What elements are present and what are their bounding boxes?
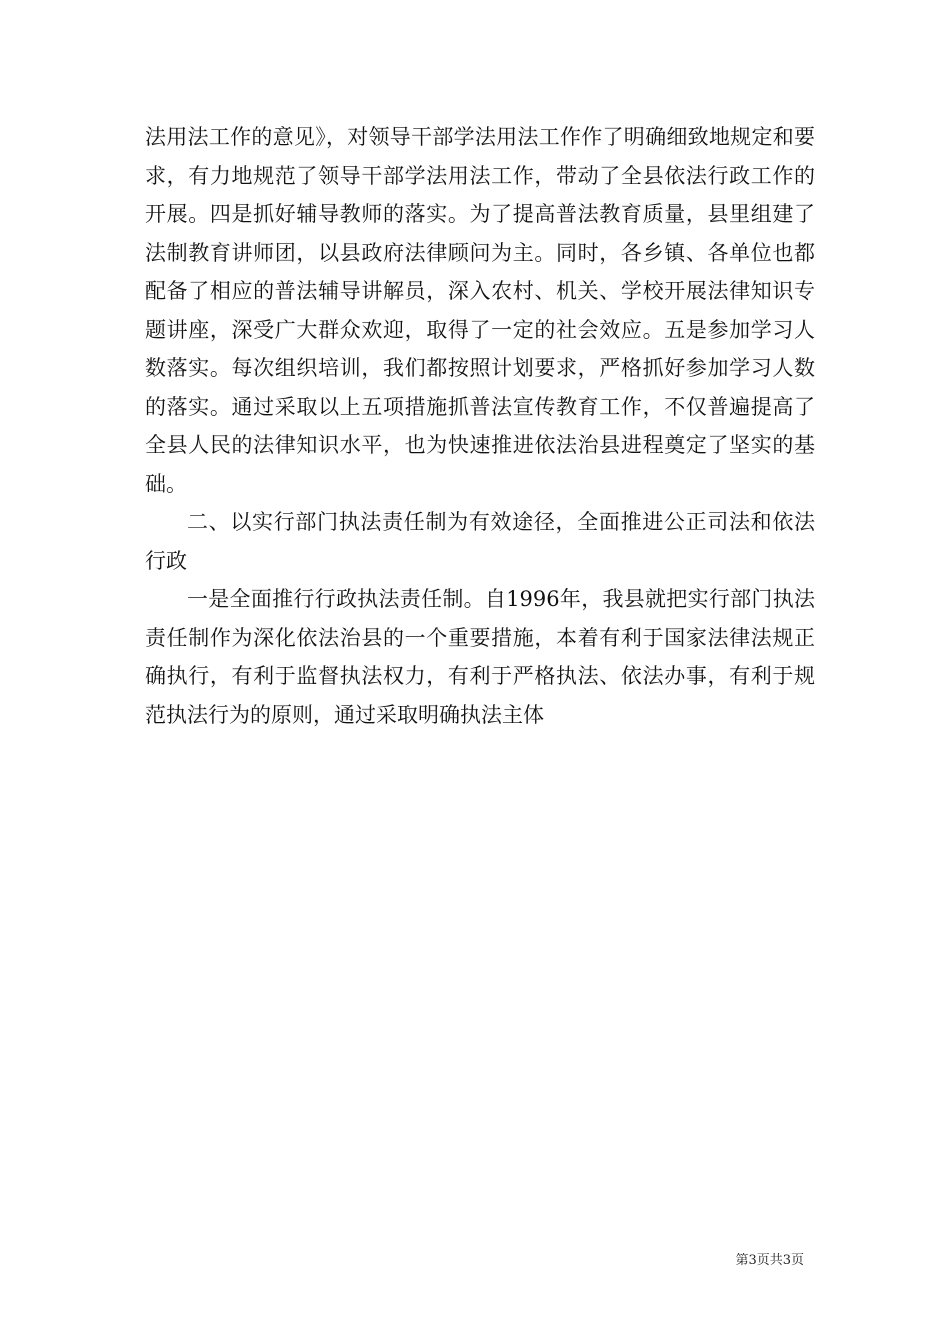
document-body <box>145 118 815 734</box>
section-heading: 二、以实行部门执法责任制为有效途径，全面推进公正司法和依法行政 <box>145 510 815 573</box>
page-number-footer: 第3页共3页 <box>735 1253 804 1268</box>
paragraph: 一是全面推行行政执法责任制。自1996年，我县就把实行部门执法责任制作为深化依法治县的一个重要措施，本着有利于国家法律法规正确执行，有利于监督执法权力，有利于严格执法、依法办事，有利于规范执法行为的原则，通过采取明确执法主体 <box>145 587 815 727</box>
paragraph: 法用法工作的意见》，对领导干部学法用法工作作了明确细致地规定和要求，有力地规范了领导干部学法用法工作，带动了全县依法行政工作的开展。四是抓好辅导教师的落实。为了提高普法教育质量，县里组建了法制教育讲师团，以县政府法律顾问为主。同时，各乡镇、各单位也都配备了相应的普法辅导讲解员，深入农村、机关、学校开展法律知识专题讲座，深受广大群众欢迎，取得了一定的社会效应。五是参加学习人数落实。每次组织培训，我们都按照计划要求，严格抓好参加学习人数的落实。通过采取以上五项措施抓普法宣传教育工作，不仅普遍提高了全县人民的法律知识水平，也为快速推进依法治县进程奠定了坚实的基础。 <box>145 125 815 496</box>
